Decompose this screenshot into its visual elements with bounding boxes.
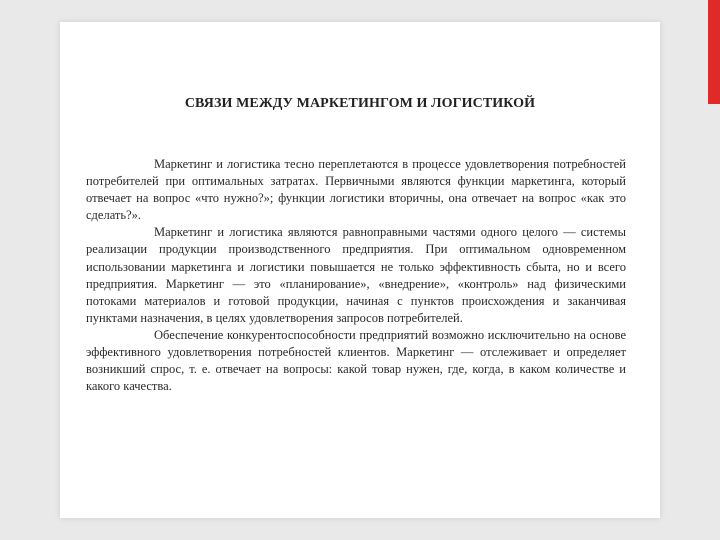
paragraph-3: Обеспечение конкурентоспособности предприятий возможно исключительно на основе эффективного удовлетворения потребностей клиентов. Маркетинг — отслеживает и определяет возникший спрос, т. е. отвечает на вопросы: какой товар нужен, где, когда, в каком количестве и какого качества. [86, 327, 626, 394]
accent-bar [708, 0, 720, 104]
paragraph-1: Маркетинг и логистика тесно переплетаются в процессе удовлетворения потребностей потребителей при оптимальных затратах. Первичными являются функции маркетинга, который отвечает на вопрос «что нужно?»; функции логистики вторичны, она отвечает на вопрос «как это сделать?». [86, 157, 626, 223]
slide-body [86, 156, 626, 395]
paragraph-2: Маркетинг и логистика являются равноправными частями одного целого — системы реализации продукции производственного предприятия. При оптимальном одновременном использовании маркетинга и логистики повышается не только эффективность сбыта, но и всего предприятия. Маркетинг — это «планирование», «внедрение», «контроль» над физическими потоками материалов и готовой продукции, начиная с пунктов происхождения и заканчивая пунктами назначения, в целях удовлетворения запросов потребителей. [86, 225, 626, 325]
slide-title: СВЯЗИ МЕЖДУ МАРКЕТИНГОМ И ЛОГИСТИКОЙ [184, 96, 536, 111]
